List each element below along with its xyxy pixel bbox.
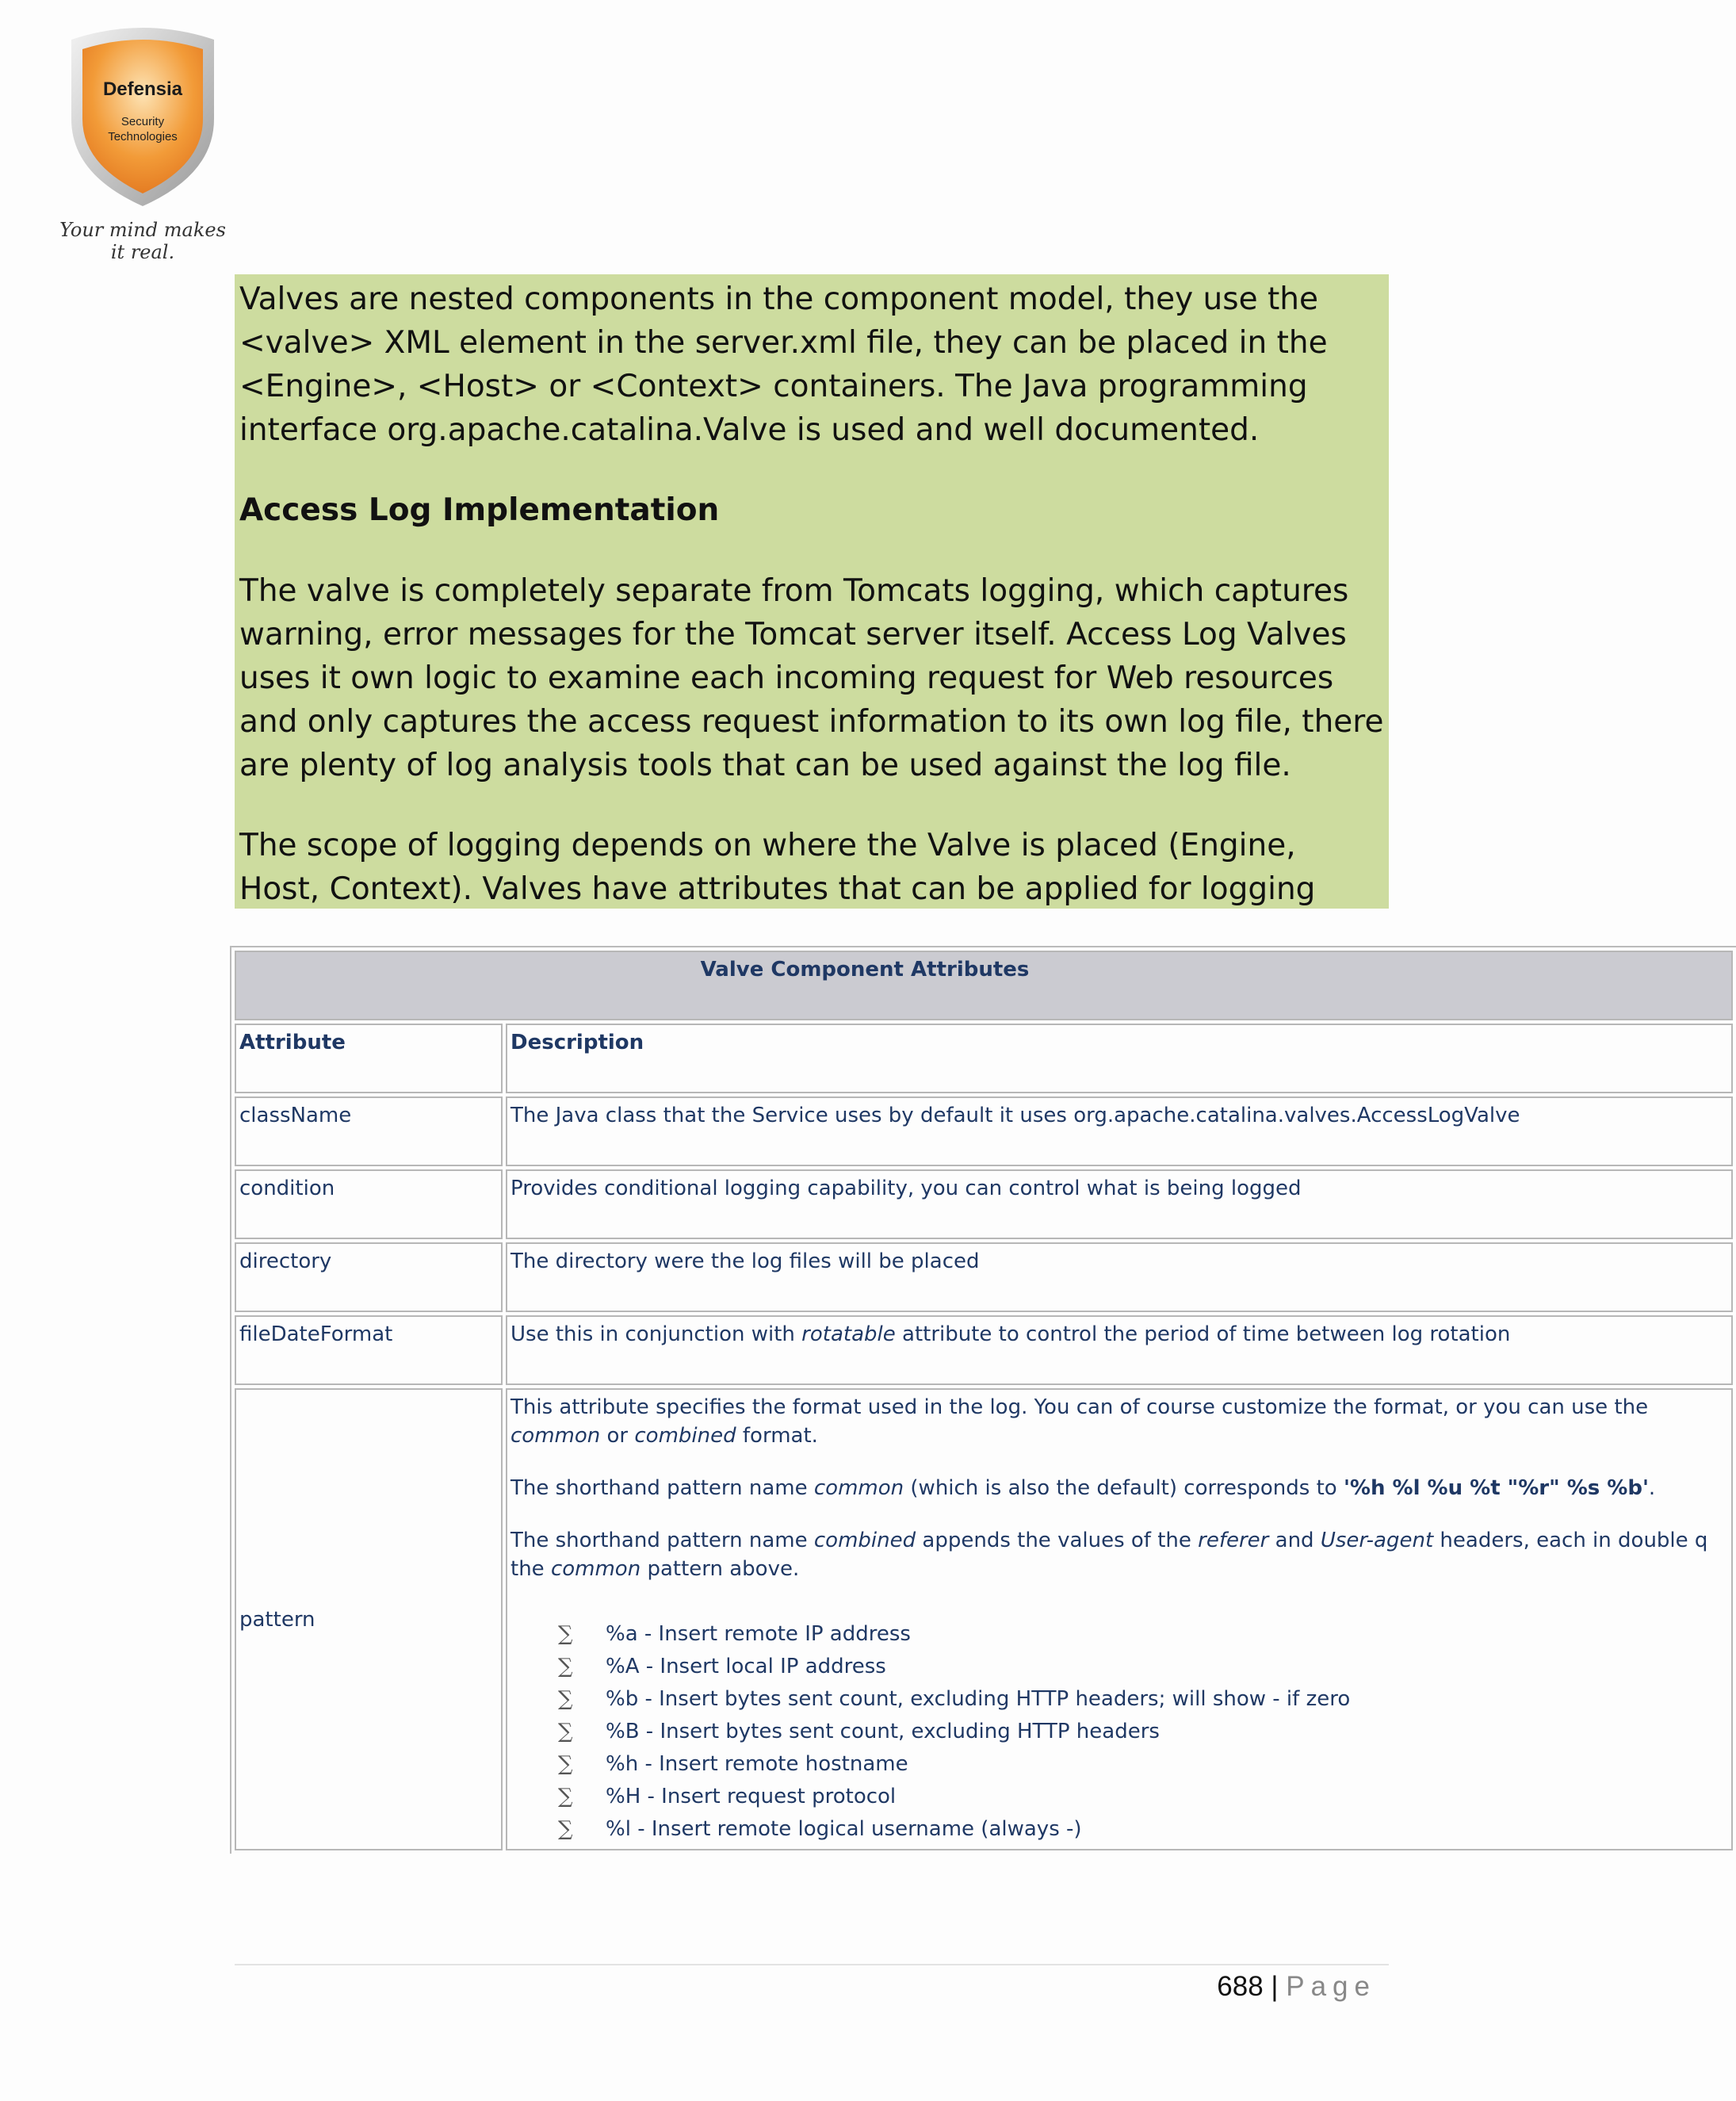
attribute-cell: condition	[235, 1169, 503, 1239]
shield-icon	[55, 24, 230, 214]
page-number-value: 688	[1217, 1971, 1264, 2002]
table-row	[235, 1315, 1733, 1385]
page-separator: |	[1271, 1971, 1279, 2002]
table-caption: Valve Component Attributes	[235, 951, 1733, 1020]
pattern-bullet-list	[510, 1618, 1728, 1846]
table-row	[235, 1096, 1733, 1166]
header-description: Description	[506, 1024, 1733, 1093]
page-number	[1217, 1971, 1376, 2003]
company-logo	[55, 24, 230, 263]
pattern-desc-2: The shorthand pattern name common (which is also the default) corresponds to '%h %l %u %t "%r" %s %b'.	[510, 1476, 1656, 1500]
attribute-cell: pattern	[235, 1388, 503, 1850]
scope-paragraph: The scope of logging depends on where the Valve is placed (Engine, Host, Context). Valves have attributes that can be applied for logging	[239, 828, 1316, 907]
list-item: ∑ %l - Insert remote logical username (always -)	[558, 1813, 1728, 1846]
list-item: ∑ %b - Insert bytes sent count, excluding HTTP headers; will show - if zero	[558, 1683, 1728, 1716]
description-cell: The Java class that the Service uses by default it uses org.apache.catalina.valves.AccessLogValve	[506, 1096, 1733, 1166]
list-item: ∑ %B - Insert bytes sent count, excluding HTTP headers	[558, 1716, 1728, 1748]
description-cell	[506, 1315, 1733, 1385]
table-row	[235, 1242, 1733, 1312]
section-heading: Access Log Implementation	[239, 492, 720, 528]
logo-name: Defensia	[102, 78, 183, 100]
table-row	[235, 1169, 1733, 1239]
table-row-pattern	[235, 1388, 1733, 1850]
desc-text: attribute to control the period of time between log rotation	[895, 1322, 1511, 1346]
attributes-table-wrapper	[230, 946, 1708, 1875]
sigma-bullet-icon: ∑	[558, 1622, 573, 1646]
footer-divider	[235, 1964, 1389, 1965]
pattern-desc-3: The shorthand pattern name combined appends the values of the referer and User-agent headers, each in double q the common pattern above.	[510, 1529, 1708, 1581]
list-item: ∑ %H - Insert request protocol	[558, 1781, 1728, 1813]
page-label: Page	[1286, 1971, 1376, 2002]
attribute-cell: directory	[235, 1242, 503, 1312]
attribute-cell: fileDateFormat	[235, 1315, 503, 1385]
valve-attributes-table	[230, 946, 1736, 1854]
description-cell: Provides conditional logging capability, you can control what is being logged	[506, 1169, 1733, 1239]
intro-paragraph: Valves are nested components in the component model, they use the <valve> XML element in the server.xml file, they can be placed in the <Engine>, <Host> or <Context> containers. The Java programming interface org.apache.catalina.Valve is used and well documented.	[239, 281, 1328, 448]
body-paragraph: The valve is completely separate from Tomcats logging, which captures warning, error messages for the Tomcat server itself. Access Log Valves uses it own logic to examine each incoming request for Web resources and only captures the access request information to its own log file, there are plenty of log analysis tools that can be used against the log file.	[239, 573, 1384, 783]
desc-text: Use this in conjunction with	[510, 1322, 802, 1346]
logo-line2: Technologies	[108, 130, 178, 144]
pattern-desc-1: This attribute specifies the format used in the log. You can of course customize the format, or you can use the common or combined format.	[510, 1395, 1649, 1448]
description-cell	[506, 1388, 1733, 1850]
logo-tagline: Your mind makes it real.	[59, 219, 226, 263]
sigma-bullet-icon: ∑	[558, 1785, 573, 1808]
sigma-bullet-icon: ∑	[558, 1817, 573, 1841]
list-item: ∑ %A - Insert local IP address	[558, 1651, 1728, 1683]
list-item: ∑ %h - Insert remote hostname	[558, 1748, 1728, 1781]
description-cell: The directory were the log files will be placed	[506, 1242, 1733, 1312]
attribute-cell: className	[235, 1096, 503, 1166]
sigma-bullet-icon: ∑	[558, 1687, 573, 1711]
desc-emphasis: rotatable	[801, 1322, 896, 1346]
list-item: ∑ %a - Insert remote IP address	[558, 1618, 1728, 1651]
highlighted-section	[235, 274, 1389, 909]
sigma-bullet-icon: ∑	[558, 1655, 573, 1678]
logo-line1: Security	[120, 115, 165, 128]
header-attribute: Attribute	[235, 1024, 503, 1093]
sigma-bullet-icon: ∑	[558, 1720, 573, 1743]
sigma-bullet-icon: ∑	[558, 1752, 573, 1776]
